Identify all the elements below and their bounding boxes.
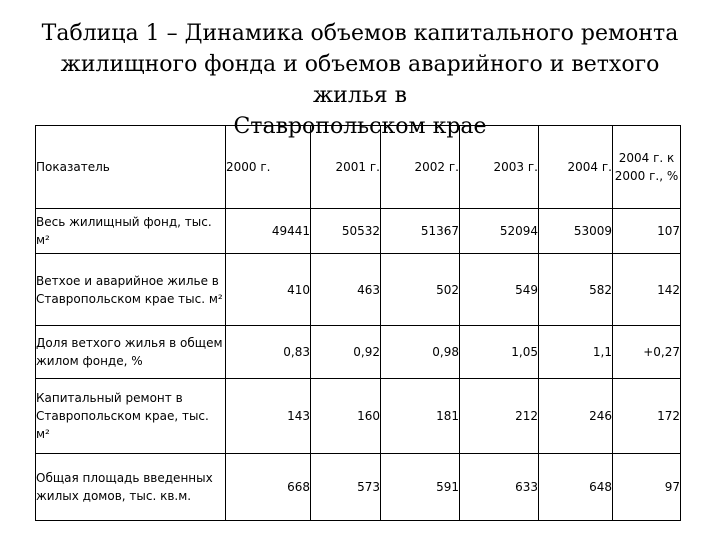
cell-value: 573: [311, 454, 381, 521]
row-label: Доля ветхого жилья в общем жилом фонде, %: [36, 326, 226, 379]
cell-value: 97: [613, 454, 681, 521]
cell-value: 107: [613, 209, 681, 254]
data-table: [35, 125, 681, 521]
row-label: Капитальный ремонт в Ставропольском крае, тыс. м²: [36, 379, 226, 454]
table-title: [40, 18, 680, 142]
cell-value: 50532: [311, 209, 381, 254]
cell-value: 549: [460, 254, 539, 326]
row-label: Весь жилищный фонд, тыс. м²: [36, 209, 226, 254]
header-2001: 2001 г.: [311, 126, 381, 209]
header-2000: 2000 г.: [226, 126, 311, 209]
row-label: Общая площадь введенных жилых домов, тыс. кв.м.: [36, 454, 226, 521]
cell-value: 0,92: [311, 326, 381, 379]
cell-value: 143: [226, 379, 311, 454]
table-row: [36, 209, 681, 254]
row-label: Ветхое и аварийное жилье в Ставропольском крае тыс. м²: [36, 254, 226, 326]
cell-value: 49441: [226, 209, 311, 254]
table-header-row: [36, 126, 681, 209]
cell-value: 633: [460, 454, 539, 521]
cell-value: 160: [311, 379, 381, 454]
table-row: [36, 326, 681, 379]
cell-value: 0,83: [226, 326, 311, 379]
table-row: [36, 379, 681, 454]
cell-value: 0,98: [381, 326, 460, 379]
header-change-pct: 2004 г. к 2000 г., %: [613, 126, 681, 209]
header-indicator: Показатель: [36, 126, 226, 209]
cell-value: 648: [539, 454, 613, 521]
cell-value: 591: [381, 454, 460, 521]
cell-value: 212: [460, 379, 539, 454]
header-2002: 2002 г.: [381, 126, 460, 209]
cell-value: 502: [381, 254, 460, 326]
cell-value: 181: [381, 379, 460, 454]
cell-value: 172: [613, 379, 681, 454]
cell-value: 51367: [381, 209, 460, 254]
title-line: Ставропольском крае: [233, 114, 487, 139]
cell-value: 1,05: [460, 326, 539, 379]
table-row: [36, 454, 681, 521]
cell-value: +0,27: [613, 326, 681, 379]
cell-value: 246: [539, 379, 613, 454]
cell-value: 1,1: [539, 326, 613, 379]
cell-value: 53009: [539, 209, 613, 254]
table-row: [36, 254, 681, 326]
cell-value: 668: [226, 454, 311, 521]
header-2004: 2004 г.: [539, 126, 613, 209]
cell-value: 410: [226, 254, 311, 326]
cell-value: 582: [539, 254, 613, 326]
cell-value: 52094: [460, 209, 539, 254]
header-2003: 2003 г.: [460, 126, 539, 209]
cell-value: 142: [613, 254, 681, 326]
title-line: Таблица 1 – Динамика объемов капитального ремонта: [41, 21, 679, 46]
cell-value: 463: [311, 254, 381, 326]
title-line: жилищного фонда и объемов аварийного и ветхого жилья в: [60, 52, 660, 108]
